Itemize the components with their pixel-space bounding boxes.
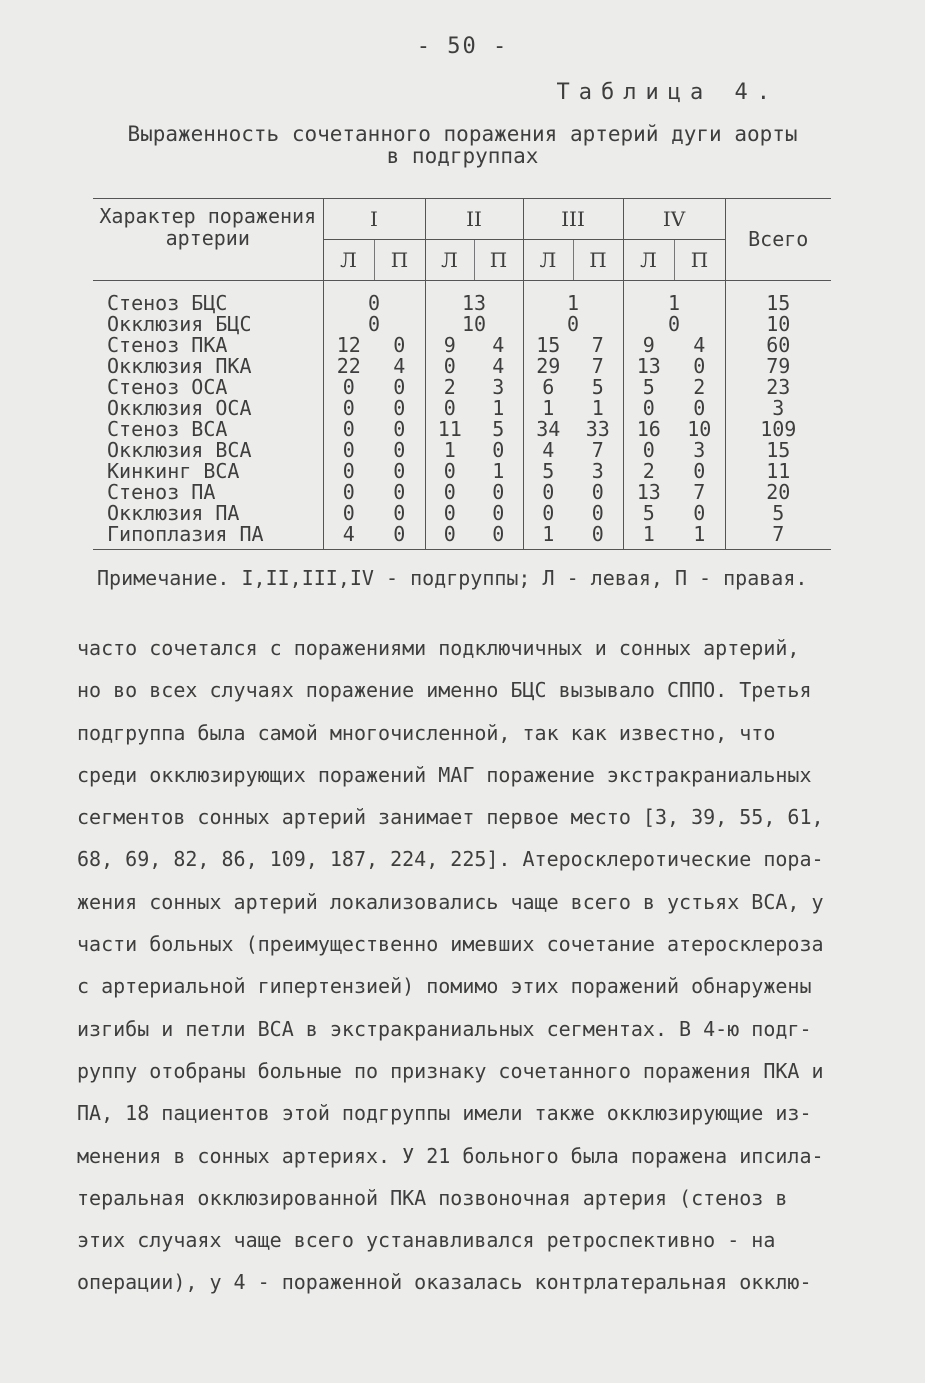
- table-row: [93, 524, 831, 550]
- cell-left: 1: [523, 524, 573, 550]
- cell-left: 0: [323, 398, 374, 419]
- cell-right: 0: [393, 501, 406, 525]
- cell-left: 16: [623, 419, 674, 440]
- row-total: 15: [725, 281, 831, 315]
- row-label: Окклюзия БЦС: [107, 312, 252, 336]
- merged-cell: 1: [623, 281, 725, 315]
- cell-right: 0: [393, 396, 406, 420]
- table-row: [93, 419, 831, 440]
- cell-right: 5: [492, 417, 505, 441]
- cell-left: 0: [323, 482, 374, 503]
- cell-right: 5: [591, 375, 604, 399]
- cell-right: 0: [591, 501, 604, 525]
- body-line: жения сонных артерий локализовались чаще всего в устьях ВСА, у: [77, 889, 824, 914]
- table-row: [93, 440, 831, 461]
- merged-cell: 0: [623, 314, 725, 335]
- body-line: сегментов сонных артерий занимает первое место [3, 39, 55, 61,: [77, 805, 824, 830]
- table-title-line: в подгруппах: [386, 144, 539, 168]
- header-right: П: [374, 240, 425, 281]
- cell-left: 15: [523, 335, 573, 356]
- row-label: Стеноз ВСА: [107, 417, 228, 441]
- cell-left: 5: [623, 377, 674, 398]
- cell-left: 2: [623, 461, 674, 482]
- row-total: 3: [725, 398, 831, 419]
- cell-left: 4: [323, 524, 374, 550]
- cell-right: 3: [693, 438, 706, 462]
- cell-left: 0: [425, 482, 474, 503]
- row-total: 10: [725, 314, 831, 335]
- table-title-line: Выраженность сочетанного поражения артерий дуги аорты: [127, 122, 798, 146]
- cell-right: 1: [591, 396, 604, 420]
- table-body: [93, 281, 831, 550]
- cell-right: 0: [693, 354, 706, 378]
- cell-left: 0: [523, 503, 573, 524]
- body-line: части больных (преимущественно имевших сочетание атеросклероза: [77, 932, 824, 957]
- body-line: часто сочетался с поражениями подключичных и сонных артерий,: [77, 636, 800, 660]
- merged-cell: 0: [323, 314, 425, 335]
- cell-right: 0: [374, 524, 425, 550]
- body-line: с артериальной гипертензией) помимо этих поражений обнаружены: [77, 974, 812, 999]
- cell-right: 10: [687, 417, 712, 441]
- cell-left: 0: [623, 398, 674, 419]
- cell-left: 0: [323, 377, 374, 398]
- cell-right: 0: [573, 524, 623, 550]
- cell-right: 1: [492, 459, 505, 483]
- row-total: 109: [725, 419, 831, 440]
- cell-left: 2: [425, 377, 474, 398]
- row-label: Кинкинг ВСА: [107, 459, 240, 483]
- table-row: [93, 461, 831, 482]
- cell-right: 2: [693, 375, 706, 399]
- body-line: менения в сонных артериях. У 21 больного была поражена ипсила-: [77, 1143, 824, 1168]
- cell-left: 0: [323, 503, 374, 524]
- cell-right: 1: [492, 396, 505, 420]
- table-row: [93, 314, 831, 335]
- cell-left: 0: [323, 440, 374, 461]
- cell-right: 7: [591, 354, 604, 378]
- header-left: Л: [623, 240, 674, 281]
- table-row: [93, 281, 831, 315]
- body-line: подгруппа была самой многочисленной, так как известно, что: [77, 720, 776, 745]
- cell-left: 0: [323, 461, 374, 482]
- table-row: [93, 398, 831, 419]
- cell-left: 0: [425, 461, 474, 482]
- table-row: [93, 503, 831, 524]
- row-label: Окклюзия ОСА: [107, 396, 252, 420]
- body-line: этих случаях чаще всего устанавливался ретроспективно - на: [77, 1228, 776, 1253]
- merged-cell: 13: [425, 281, 523, 315]
- cell-right: 0: [393, 459, 406, 483]
- row-total: 15: [725, 440, 831, 461]
- cell-left: 13: [623, 356, 674, 377]
- cell-left: 0: [425, 356, 474, 377]
- cell-right: 0: [393, 417, 406, 441]
- header-group-i: I: [323, 199, 425, 240]
- table-note: Примечание. I,II,III,IV - подгруппы; Л - левая, П - правая.: [97, 566, 808, 590]
- cell-right: 0: [393, 375, 406, 399]
- cell-left: 9: [425, 335, 474, 356]
- cell-left: 5: [523, 461, 573, 482]
- cell-right: 0: [393, 438, 406, 462]
- row-label: Стеноз БЦС: [107, 291, 228, 315]
- header-left: Л: [323, 240, 374, 281]
- row-total: 60: [725, 335, 831, 356]
- merged-cell: 1: [523, 281, 623, 315]
- header-group-ii: II: [425, 199, 523, 240]
- cell-left: 5: [623, 503, 674, 524]
- row-total: 79: [725, 356, 831, 377]
- cell-left: 29: [523, 356, 573, 377]
- table-row: [93, 356, 831, 377]
- body-text: [77, 627, 857, 1304]
- cell-right: 4: [393, 354, 406, 378]
- header-left: Л: [425, 240, 474, 281]
- merged-cell: 10: [425, 314, 523, 335]
- cell-left: 22: [323, 356, 374, 377]
- cell-right: 4: [492, 333, 505, 357]
- row-total: 20: [725, 482, 831, 503]
- cell-left: 0: [323, 419, 374, 440]
- table-title: [0, 123, 925, 167]
- header-characteristic-line: Характер поражения: [99, 204, 317, 228]
- cell-right: 0: [492, 480, 505, 504]
- cell-right: 0: [693, 459, 706, 483]
- data-table: [93, 198, 831, 550]
- header-right: П: [674, 240, 725, 281]
- cell-left: 1: [425, 440, 474, 461]
- cell-left: 11: [425, 419, 474, 440]
- merged-cell: 0: [323, 281, 425, 315]
- cell-left: 13: [623, 482, 674, 503]
- cell-right: 4: [492, 354, 505, 378]
- cell-left: 1: [523, 398, 573, 419]
- merged-cell: 0: [523, 314, 623, 335]
- cell-right: 3: [492, 375, 505, 399]
- body-line: 68, 69, 82, 86, 109, 187, 224, 225]. Атеросклеротические пора-: [77, 847, 824, 872]
- cell-left: 0: [425, 503, 474, 524]
- cell-left: 0: [623, 440, 674, 461]
- body-line: руппу отобраны больные по признаку сочетанного поражения ПКА и: [77, 1058, 824, 1083]
- cell-right: 0: [393, 333, 406, 357]
- cell-right: 7: [591, 438, 604, 462]
- row-label: Окклюзия ПКА: [107, 354, 252, 378]
- row-label: Стеноз ПКА: [107, 333, 228, 357]
- header-right: П: [474, 240, 523, 281]
- cell-right: 3: [591, 459, 604, 483]
- header-right: П: [573, 240, 623, 281]
- table-row: [93, 377, 831, 398]
- row-label: Окклюзия ВСА: [107, 438, 252, 462]
- table-row: [93, 482, 831, 503]
- cell-right: 7: [693, 480, 706, 504]
- row-label: Стеноз ОСА: [107, 375, 228, 399]
- cell-left: 0: [425, 398, 474, 419]
- row-total: 7: [725, 524, 831, 550]
- cell-right: 0: [492, 438, 505, 462]
- cell-right: 33: [585, 417, 610, 441]
- cell-right: 0: [693, 396, 706, 420]
- cell-right: 0: [591, 480, 604, 504]
- cell-left: 4: [523, 440, 573, 461]
- header-group-iii: III: [523, 199, 623, 240]
- body-line: теральная окклюзированной ПКА позвоночная артерия (стеноз в: [77, 1185, 788, 1210]
- cell-left: 12: [323, 335, 374, 356]
- row-label: Стеноз ПА: [107, 480, 216, 504]
- cell-right: 0: [492, 501, 505, 525]
- header-left: Л: [523, 240, 573, 281]
- body-line: изгибы и петли ВСА в экстракраниальных сегментах. В 4-ю подг-: [77, 1016, 812, 1041]
- body-line: но во всех случаях поражение именно БЦС вызывало СППО. Третья: [77, 678, 812, 703]
- body-line: операции), у 4 - пораженной оказалась контрлатеральная окклю-: [77, 1270, 812, 1295]
- header-characteristic: [93, 199, 323, 281]
- cell-left: 0: [425, 524, 474, 550]
- cell-right: 0: [693, 501, 706, 525]
- cell-right: 7: [591, 333, 604, 357]
- body-line: среди окклюзирующих поражений МАГ поражение экстракраниальных: [77, 762, 812, 787]
- cell-left: 0: [523, 482, 573, 503]
- row-total: 5: [725, 503, 831, 524]
- header-characteristic-line: артерии: [165, 226, 250, 250]
- cell-left: 9: [623, 335, 674, 356]
- row-total: 23: [725, 377, 831, 398]
- table-row: [93, 335, 831, 356]
- page-number: - 50 -: [416, 34, 509, 59]
- table-label: Таблица 4.: [556, 80, 779, 105]
- header-total: Всего: [725, 199, 831, 281]
- body-line: ПА, 18 пациентов этой подгруппы имели также окклюзирующие из-: [77, 1101, 812, 1126]
- row-total: 11: [725, 461, 831, 482]
- row-label: Окклюзия ПА: [107, 501, 240, 525]
- cell-right: 1: [674, 524, 725, 550]
- cell-right: 0: [393, 480, 406, 504]
- cell-right: 0: [474, 524, 523, 550]
- cell-right: 4: [693, 333, 706, 357]
- cell-left: 1: [623, 524, 674, 550]
- header-group-iv: IV: [623, 199, 725, 240]
- cell-left: 34: [523, 419, 573, 440]
- cell-left: 6: [523, 377, 573, 398]
- row-label: Гипоплазия ПА: [93, 524, 323, 550]
